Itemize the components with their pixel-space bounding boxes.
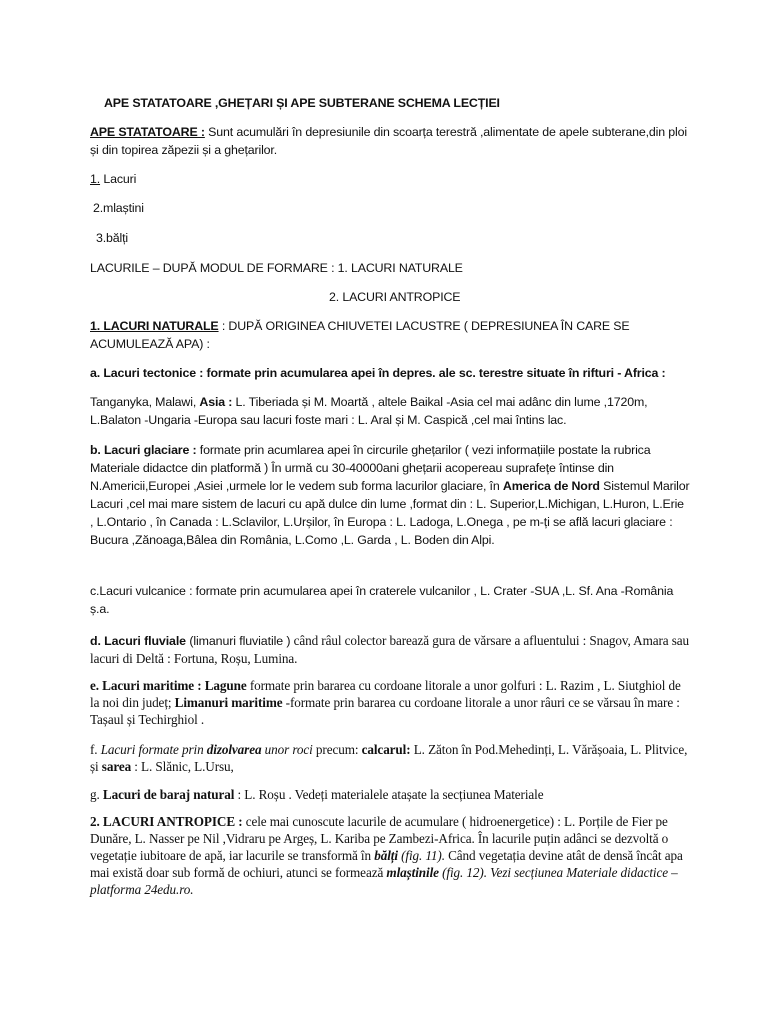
maritime-label: e. Lacuri maritime : Lagune — [90, 678, 247, 693]
intro-paragraph — [90, 123, 690, 159]
sarea-word: sarea — [101, 759, 132, 774]
list-item-lacuri — [90, 170, 690, 188]
dam-label: Lacuri de baraj natural — [102, 787, 235, 802]
dizolvarea-word: dizolvarea — [206, 742, 262, 757]
list-item-text: Lacuri — [100, 172, 137, 186]
list-item-number: 1. — [90, 172, 101, 186]
classification-line-2: 2. LACURI ANTROPICE — [329, 290, 461, 304]
natural-lakes-text: : DUPĂ ORIGINEA CHIUVETEI LACUSTRE ( DEPRESIUNEA ÎN CARE SE ACUMULEAZĂ APA) : — [90, 319, 630, 351]
fig-12-ref: (fig. 12). — [438, 865, 487, 880]
materials-reference: Vezi secțiunea Materiale didactice – platforma 24edu.ro. — [90, 865, 678, 897]
fluvial-text: când râul colector barează gura de vărsare a afluentului : Snagov, Amara sau lacuri di Deltă : Fortuna, Roșu, Lumina. — [90, 633, 690, 666]
glacial-label: b. Lacuri glaciare : — [90, 443, 197, 457]
tectonic-text-1: Tanganyka, Malawi, — [90, 395, 200, 409]
intro-text: Sunt acumulări în depresiunile din scoarța terestră ,alimentate de apele subterane,din ploi și din topirea zăpezii și a ghețarilor. — [90, 125, 687, 157]
dissolution-text-1: precum: — [312, 742, 362, 757]
anthropic-text-1: cele mai cunoscute lacurile de acumulare ( hidroenergetice) : L. Porțile de Fier pe Dunăre, L. Nasser pe Nil ,Vidraru pe Argeș, L. Kariba pe Zambezi-Africa. În lacurile puțin adânci se dezvoltă o vegetație iubitoare de apă, iar lacurile se transformă în — [90, 814, 669, 863]
anthropic-label: 2. LACURI ANTROPICE : — [90, 814, 243, 829]
dam-text: : L. Roșu . Vedeți materialele atașate la secțiunea Materiale — [234, 787, 544, 802]
dissolution-text-3: : L. Slănic, L.Ursu, — [131, 759, 234, 774]
dam-lakes-paragraph — [90, 786, 690, 803]
glacial-lakes-paragraph — [90, 441, 690, 549]
maritime-text-2: -formate prin bararea cu cordoane litorale a unor râuri ce se vărsau în mare : Tașaul și Techirghiol . — [90, 695, 680, 727]
anthropic-lakes-paragraph — [90, 813, 690, 898]
tectonic-text-2: L. Tiberiada și M. Moartă , altele Baikal -Asia cel mai adânc din lume ,1720m, L.Balaton -Ungaria -Europa sau lacuri foste mari : L. Aral și M. Caspică ,cel mai întins lac. — [90, 395, 648, 427]
natural-lakes-heading: 1. LACURI NATURALE — [90, 319, 219, 333]
fluvial-paren: (limanuri fluviatile ) — [185, 634, 291, 648]
glacial-text-1: formate prin acumlarea apei în circurile ghețarilor ( vezi informațiile postate la rubrica Materiale didactce din platformă ) În urmă cu 30-40000ani ghețarii acopereau suprafețe întinse din N.Americii,Europei ,Asiei ,urmele lor le vedem sub forma lacurilor glaciare, în — [90, 443, 651, 493]
fluvial-lakes-paragraph — [90, 632, 690, 667]
dissolution-prefix: f. — [90, 742, 101, 757]
intro-heading: APE STATATOARE : — [90, 125, 205, 139]
classification-line-1: LACURILE – DUPĂ MODUL DE FORMARE : 1. LACURI NATURALE — [90, 261, 463, 275]
mlastinile-word: mlaștinile — [386, 865, 439, 880]
anthropic-text-2: Când vegetația devine atât de densă încât apa mai există doar sub formă de ochiuri, atunci se formează — [90, 848, 683, 880]
dissolution-italic-2: unor roci — [261, 742, 313, 757]
tectonic-lakes-examples — [90, 393, 690, 429]
dissolution-italic-1: Lacuri formate prin — [100, 742, 207, 757]
glacial-text-2: Sistemul Marilor Lacuri ,cel mai mare sistem de lacuri cu apă dulce din lume ,format din : L. Superior,L.Michigan, L.Huron, L.Erie , L.Ontario , în Canada : L.Sclavilor, L.Urșilor, în Europa : L. Ladoga, L.Onega , pe m-ți se află lacuri glaciare : Bucura ,Zănoaga,Bâlea din România, L.Como ,L. Garda , L. Boden din Alpi. — [90, 479, 690, 547]
fluvial-label: d. Lacuri fluviale — [90, 634, 186, 648]
maritime-lakes-paragraph — [90, 677, 690, 728]
list-item-balti: 3.bălți — [96, 231, 129, 245]
list-item-mlastini: 2.mlaștini — [93, 201, 144, 215]
tectonic-lakes-line: a. Lacuri tectonice : formate prin acumularea apei în depres. ale sc. terestre situate în rifturi - Africa : — [90, 366, 666, 380]
fig-11-ref: (fig. 11). — [397, 848, 445, 863]
calcarul-word: calcarul: — [361, 742, 411, 757]
maritime-text-1: formate prin bararea cu cordoane litorale a unor golfuri : L. Razim , L. Siutghiol de la noi din județ; — [90, 678, 681, 710]
natural-lakes-paragraph — [90, 317, 690, 353]
asia-label: Asia : — [199, 395, 233, 409]
document-title: APE STATATOARE ,GHEȚARI ȘI APE SUBTERANE SCHEMA LECȚIEI — [104, 96, 500, 110]
north-america-label: America de Nord — [502, 479, 600, 493]
dissolution-lakes-paragraph — [90, 741, 690, 775]
volcanic-lakes-paragraph: c.Lacuri vulcanice : formate prin acumularea apei în craterele vulcanilor , L. Crater -SUA ,L. Sf. Ana -România ș.a. — [90, 584, 674, 616]
dam-prefix: g. — [90, 787, 103, 802]
balti-word: bălți — [374, 848, 398, 863]
dissolution-text-2: L. Zăton în Pod.Mehedinți, L. Vărășoaia, L. Plitvice, și — [90, 742, 688, 774]
limanuri-maritime-label: Limanuri maritime — [174, 695, 283, 710]
